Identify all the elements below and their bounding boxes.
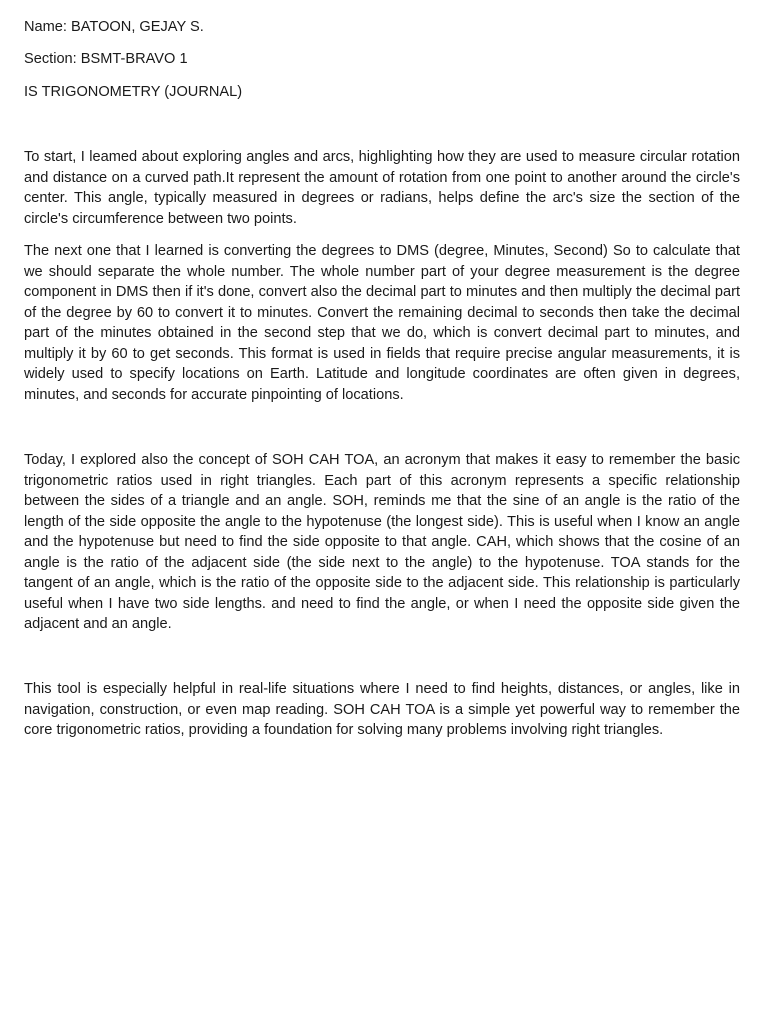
paragraph-soh-cah-toa: Today, I explored also the concept of SOH CAH TOA, an acronym that makes it easy to remember the basic trigonometric ratios used in right triangles. Each part of this acronym represents a specific relationship between the sides of a triangle and an angle. SOH, reminds me that the sine of an angle is the ratio of the length of the side opposite the angle to the hypotenuse (the longest side). This is useful when I know an angle and the hypotenuse but need to find the side opposite to that angle. CAH, which shows that the cosine of an angle is the ratio of the adjacent side (the side next to the angle) to the hypotenuse. TOA stands for the tangent of an angle, which is the ratio of the opposite side to the adjacent side. This relationship is particularly useful when I have two side lengths. and need to find the angle, or when I need the opposite side given the adjacent and an angle. <box>24 452 740 632</box>
paragraph-angles-arcs: To start, I leamed about exploring angles and arcs, highlighting how they are used to measure circular rotation and distance on a curved path.It represent the amount of rotation from one point to another around the circle's center. This angle, typically measured in degrees or radians, helps define the arc's size the section of the circle's circumference between two points. <box>24 149 740 227</box>
paragraph-real-life-uses: This tool is especially helpful in real-life situations where I need to find heights, distances, or angles, like in navigation, construction, or even map reading. SOH CAH TOA is a simple yet powerful way to remember the core trigonometric ratios, providing a foundation for solving many problems involving right triangles. <box>24 681 740 738</box>
student-name: Name: BATOON, GEJAY S. <box>24 19 204 35</box>
paragraph-dms-conversion: The next one that I learned is converting the degrees to DMS (degree, Minutes, Second) So to calculate that we should separate the whole number. The whole number part of your degree measurement is the degree component in DMS then if it's done, convert also the decimal part to minutes and then multiply the decimal part of the degree by 60 to convert it to minutes. Convert the remaining decimal to seconds then take the decimal part of the minutes obtained in the second step that we do, which is convert decimal part to minutes, and multiply it by 60 to get seconds. This format is used in fields that require precise angular measurements, it is widely used to specify locations on Earth. Latitude and longitude coordinates are often given in degrees, minutes, and seconds for accurate pinpointing of locations. <box>24 243 740 403</box>
document-title: IS TRIGONOMETRY (JOURNAL) <box>24 84 243 100</box>
student-section: Section: BSMT-BRAVO 1 <box>24 51 188 67</box>
